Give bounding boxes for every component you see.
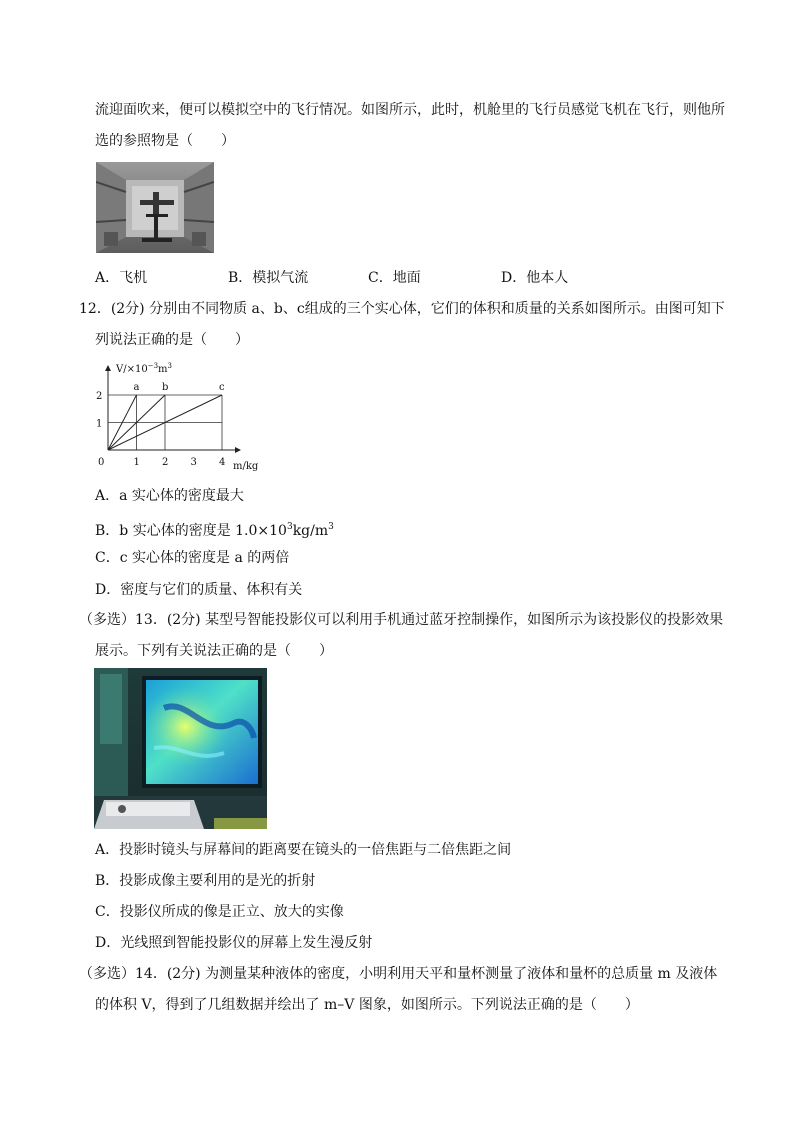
q12-option-c: C．c 实心体的密度是 a 的两倍 bbox=[95, 550, 290, 566]
q11-stem-line1: 流迎面吹来，便可以模拟空中的飞行情况。如图所示，此时，机舱里的飞行员感觉飞机在飞行，则他所 bbox=[95, 102, 725, 118]
q13-option-a: A．投影时镜头与屏幕间的距离要在镜头的一倍焦距与二倍焦距之间 bbox=[95, 842, 512, 858]
q12-option-d: D．密度与它们的质量、体积有关 bbox=[95, 582, 303, 598]
q14-stem-line2: 的体积 V，得到了几组数据并绘出了 m–V 图象，如图所示。下列说法正确的是（ ） bbox=[95, 997, 639, 1013]
q13-option-c: C．投影仪所成的像是正立、放大的实像 bbox=[95, 904, 344, 920]
q11-wind-tunnel-photo bbox=[96, 162, 214, 253]
y-tick-label: 2 bbox=[96, 391, 103, 402]
q13-stem-line2: 展示。下列有关说法正确的是（ ） bbox=[95, 643, 333, 659]
y-tick-label: 1 bbox=[96, 418, 103, 430]
q14-stem-line1: （多选）14．(2分) 为测量某种液体的密度，小明利用天平和量杯测量了液体和量杯的总质量 m 及液体 bbox=[79, 966, 718, 982]
series-label-a: a bbox=[133, 382, 140, 393]
x-axis-label: m/kg bbox=[233, 461, 259, 472]
q11-option-c: C．地面 bbox=[368, 270, 421, 286]
series-label-c: c bbox=[219, 382, 225, 393]
q12-stem-line1: 12．(2分) 分别由不同物质 a、b、c组成的三个实心体，它们的体积和质量的关系如图所示。由图可知下 bbox=[79, 301, 725, 317]
y-axis-label: $V/\times 10^{-3}m^3$ bbox=[116, 362, 172, 375]
q13-option-d: D．光线照到智能投影仪的屏幕上发生漫反射 bbox=[95, 935, 373, 951]
q13-projector-photo bbox=[94, 668, 267, 829]
q13-option-b: B．投影成像主要利用的是光的折射 bbox=[95, 873, 316, 889]
q12-stem-line2: 列说法正确的是（ ） bbox=[95, 332, 249, 348]
q11-option-a: A．飞机 bbox=[95, 270, 148, 286]
q11-option-b: B．模拟气流 bbox=[228, 270, 309, 286]
x-tick-label: 1 bbox=[133, 457, 140, 468]
q12-density-chart bbox=[90, 358, 270, 476]
q12-option-b: B．b 实心体的密度是 $1.0\times 10^3kg/m^3$ bbox=[95, 522, 334, 539]
origin-label: 0 bbox=[98, 457, 105, 468]
x-tick-label: 4 bbox=[219, 457, 226, 468]
series-label-b: b bbox=[162, 382, 169, 393]
q12-option-a: A．a 实心体的密度最大 bbox=[95, 488, 244, 504]
q11-stem-line2: 选的参照物是（ ） bbox=[95, 133, 235, 149]
q11-option-d: D．他本人 bbox=[501, 270, 569, 286]
q13-stem-line1: （多选）13．(2分) 某型号智能投影仪可以利用手机通过蓝牙控制操作，如图所示为该投影仪的投影效果 bbox=[79, 612, 724, 628]
x-tick-label: 3 bbox=[190, 457, 197, 468]
x-tick-label: 2 bbox=[162, 457, 169, 468]
